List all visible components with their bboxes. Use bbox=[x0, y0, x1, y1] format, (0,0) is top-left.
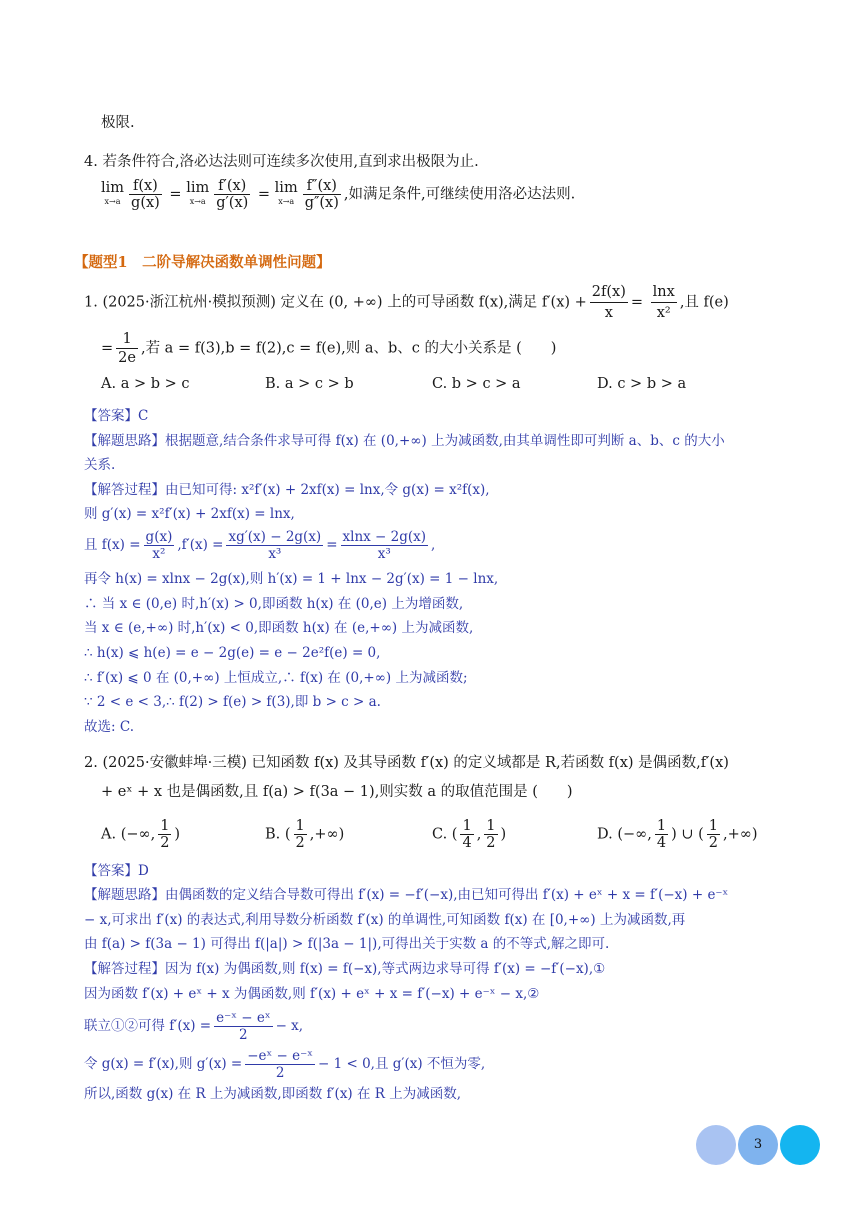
solution-step: ∴ 当 x ∈ (0,e) 时,h′(x) > 0,即函数 h(x) 在 (0,e) 上为增函数, bbox=[84, 596, 464, 612]
answer: 【答案】D bbox=[84, 863, 149, 879]
solution-step: 当 x ∈ (e,+∞) 时,h′(x) < 0,即函数 h(x) 在 (e,+∞) 上为减函数, bbox=[84, 620, 474, 636]
solution-step: ∴ f′(x) ⩽ 0 在 (0,+∞) 上恒成立,∴ f(x) 在 (0,+∞) 上为减函数; bbox=[84, 670, 468, 686]
text-line: 4. 若条件符合,洛必达法则可连续多次使用,直到求出极限为止. bbox=[84, 154, 479, 170]
solution-idea: 【解题思路】根据题意,结合条件求导可得 f(x) 在 (0,+∞) 上为减函数,由其单调性即可判断 a、b、c 的大小 bbox=[84, 433, 725, 449]
solution-idea: − x,可求出 f′(x) 的表达式,利用导数分析函数 f′(x) 的单调性,可知函数 f(x) 在 [0,+∞) 上为减函数,再 bbox=[84, 912, 686, 928]
option-a[interactable]: A. a > b > c bbox=[101, 376, 190, 392]
option-b[interactable]: B. ( $\frac{1}{2}$ ,+∞) bbox=[265, 818, 345, 851]
solution-step: 【解答过程】因为 f(x) 为偶函数,则 f(x) = f(−x),等式两边求导可得 f′(x) = −f′(−x),① bbox=[84, 961, 606, 977]
text-span: ,如满足条件,可继续使用洛必达法则. bbox=[343, 186, 576, 203]
solution-step: 所以,函数 g(x) 在 R 上为减函数,即函数 f′(x) 在 R 上为减函数, bbox=[84, 1086, 462, 1102]
option-d[interactable]: D. (−∞, $\frac{1}{4}$ ) ∪ ( $\frac{1}{2}$ ,+∞) bbox=[597, 818, 758, 851]
solution-step: 再令 h(x) = xlnx − 2g(x),则 h′(x) = 1 + lnx − 2g′(x) = 1 − lnx, bbox=[84, 571, 499, 587]
solution-idea: 由 f(a) > f(3a − 1) 可得出 f(|a|) > f(|3a − 1|),可得出关于实数 a 的不等式,解之即可. bbox=[84, 936, 610, 952]
solution-step: 故选: C. bbox=[84, 719, 134, 735]
footer-circle bbox=[780, 1125, 820, 1165]
solution-step: 【解答过程】由已知可得: x²f′(x) + 2xf(x) = lnx,令 g(x) = x²f(x), bbox=[84, 482, 490, 498]
option-b[interactable]: B. a > c > b bbox=[265, 376, 354, 392]
solution-step: 则 g′(x) = x²f′(x) + 2xf(x) = lnx, bbox=[84, 506, 295, 522]
answer: 【答案】C bbox=[84, 408, 149, 424]
section-title: 【题型1 二阶导解决函数单调性问题】 bbox=[74, 254, 331, 271]
page-number: 3 bbox=[753, 1137, 763, 1152]
solution-step: ∴ h(x) ⩽ h(e) = e − 2g(e) = e − 2e²f(e) = 0, bbox=[84, 645, 381, 661]
question-2-stem-2: + eˣ + x 也是偶函数,且 f(a) > f(3a − 1),则实数 a 的取值范围是 ( ) bbox=[101, 784, 573, 800]
text-line: 极限. bbox=[101, 115, 135, 131]
solution-step: ∵ 2 < e < 3,∴ f(2) > f(e) > f(3),即 b > c > a. bbox=[84, 694, 381, 710]
limit-symbol: lim x→a bbox=[101, 179, 125, 206]
question-1-stem: 1. (2025·浙江杭州·模拟预测) 定义在 (0, +∞) 上的可导函数 f(x),满足 f′(x) + $\frac{2f(x)}{x}$ = $\frac{\ln x}{\text{x²}}$ ,且 f(e) bbox=[84, 284, 729, 321]
solution-step: 因为函数 f′(x) + eˣ + x 为偶函数,则 f′(x) + eˣ + x = f′(−x) + e⁻ˣ − x,② bbox=[84, 986, 540, 1002]
option-c[interactable]: C. ( $\frac{1}{4}$ , $\frac{1}{2}$ ) bbox=[432, 818, 507, 851]
question-2-stem: 2. (2025·安徽蚌埠·三模) 已知函数 f(x) 及其导函数 f′(x) 的定义域都是 R,若函数 f(x) 是偶函数,f′(x) bbox=[84, 755, 729, 771]
solution-step: 令 g(x) = f′(x),则 g′(x) = $\frac{\text{−eˣ − e⁻ˣ}}{2}$ − 1 < 0,且 g′(x) 不恒为零, bbox=[84, 1048, 486, 1081]
solution-step: 且 f(x) = $\frac{g(x)}{\text{x²}}$ ,f′(x) = $\frac{xg'(x) - 2g(x)}{\text{x³}}$ = $\frac{xlnx - 2g(x)}{\text{x³}}$ , bbox=[84, 529, 436, 562]
footer-circle bbox=[696, 1125, 736, 1165]
solution-idea: 【解题思路】由偶函数的定义结合导数可得出 f′(x) = −f′(−x),由已知可得出 f′(x) + eˣ + x = f′(−x) + e⁻ˣ bbox=[84, 887, 729, 903]
option-c[interactable]: C. b > c > a bbox=[432, 376, 521, 392]
question-1-stem-2: = $\frac{1}{2e}$ ,若 a = f(3),b = f(2),c = f(e),则 a、b、c 的大小关系是 ( ) bbox=[101, 331, 557, 366]
option-d[interactable]: D. c > b > a bbox=[597, 376, 687, 392]
formula-line: lim x→a $\frac{f(x)}{g(x)}$ = lim x→a $\frac{f'(x)}{g'(x)}$ = lim x→a $\frac{f''(x)}{g''(x)}$ ,如满足条件,可继续使用洛必达法则. bbox=[101, 178, 576, 211]
solution-idea: 关系. bbox=[84, 457, 116, 473]
option-a[interactable]: A. (−∞, $\frac{1}{2}$ ) bbox=[101, 818, 181, 851]
solution-step: 联立①②可得 f′(x) = $\frac{\text{e⁻ˣ − eˣ}}{2}$ − x, bbox=[84, 1010, 304, 1043]
